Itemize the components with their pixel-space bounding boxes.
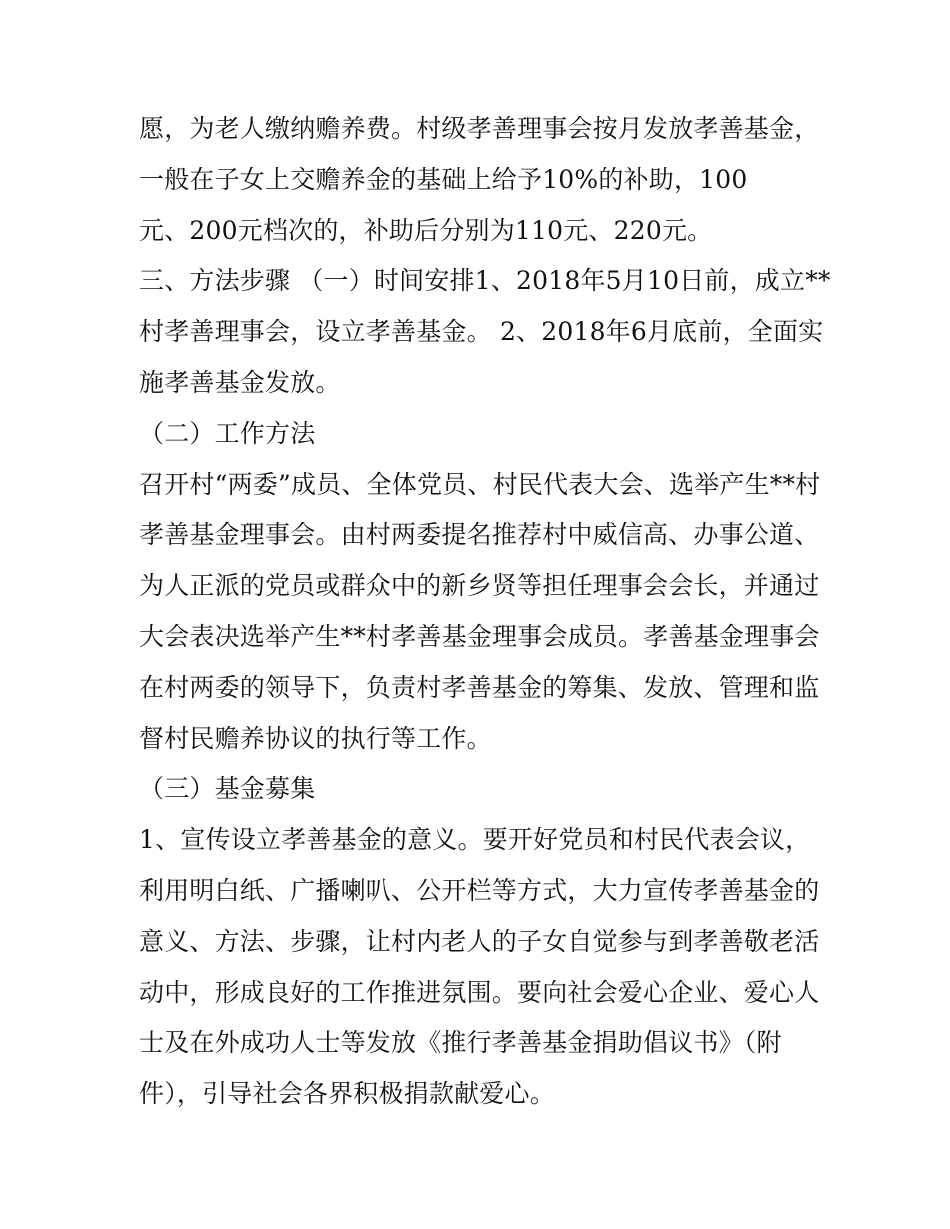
text-line: 动中，形成良好的工作推进氛围。要向社会爱心企业、爱心人 (139, 977, 820, 1007)
text-line: 孝善基金理事会。由村两委提名推荐村中威信高、办事公道、 (139, 520, 820, 550)
text-line: 士及在外成功人士等发放《推行孝善基金捐助倡议书》（附 (139, 1028, 782, 1058)
text-line: 施孝善基金发放。 (139, 367, 341, 397)
text-line: 一般在子女上交赡养金的基础上给予10%的补助，100 (139, 164, 748, 194)
text-line: 在村两委的领导下，负责村孝善基金的筹集、发放、管理和监 (139, 672, 820, 702)
text-line: 愿，为老人缴纳赡养费。村级孝善理事会按月发放孝善基金， (139, 114, 820, 143)
text-line: 督村民赡养协议的执行等工作。 (139, 723, 492, 753)
text-line: 为人正派的党员或群众中的新乡贤等担任理事会会长，并通过 (139, 571, 820, 601)
text-line: 意义、方法、步骤，让村内老人的子女自觉参与到孝善敬老活 (139, 926, 820, 956)
section-heading-method-steps: 三、方法步骤 （一）时间安排1、2018年5月10日前，成立** (139, 266, 831, 296)
document-body (139, 104, 831, 1120)
text-line: 元、200元档次的，补助后分别为110元、220元。 (139, 215, 713, 245)
text-line: 1、宣传设立孝善基金的意义。要开好党员和村民代表会议， (139, 825, 811, 855)
subheading-fund-raising: （三）基金募集 (139, 774, 316, 804)
text-line: 村孝善理事会，设立孝善基金。 2、2018年6月底前，全面实 (139, 317, 824, 347)
text-line: 件），引导社会各界积极捐款献爱心。 (139, 1079, 555, 1109)
text-line: 利用明白纸、广播喇叭、公开栏等方式，大力宣传孝善基金的 (139, 875, 820, 905)
text-line: 大会表决选举产生**村孝善基金理事会成员。孝善基金理事会 (139, 621, 820, 651)
subheading-work-method: （二）工作方法 (139, 418, 316, 448)
text-line: 召开村“两委”成员、全体党员、村民代表大会、选举产生**村 (139, 469, 821, 499)
